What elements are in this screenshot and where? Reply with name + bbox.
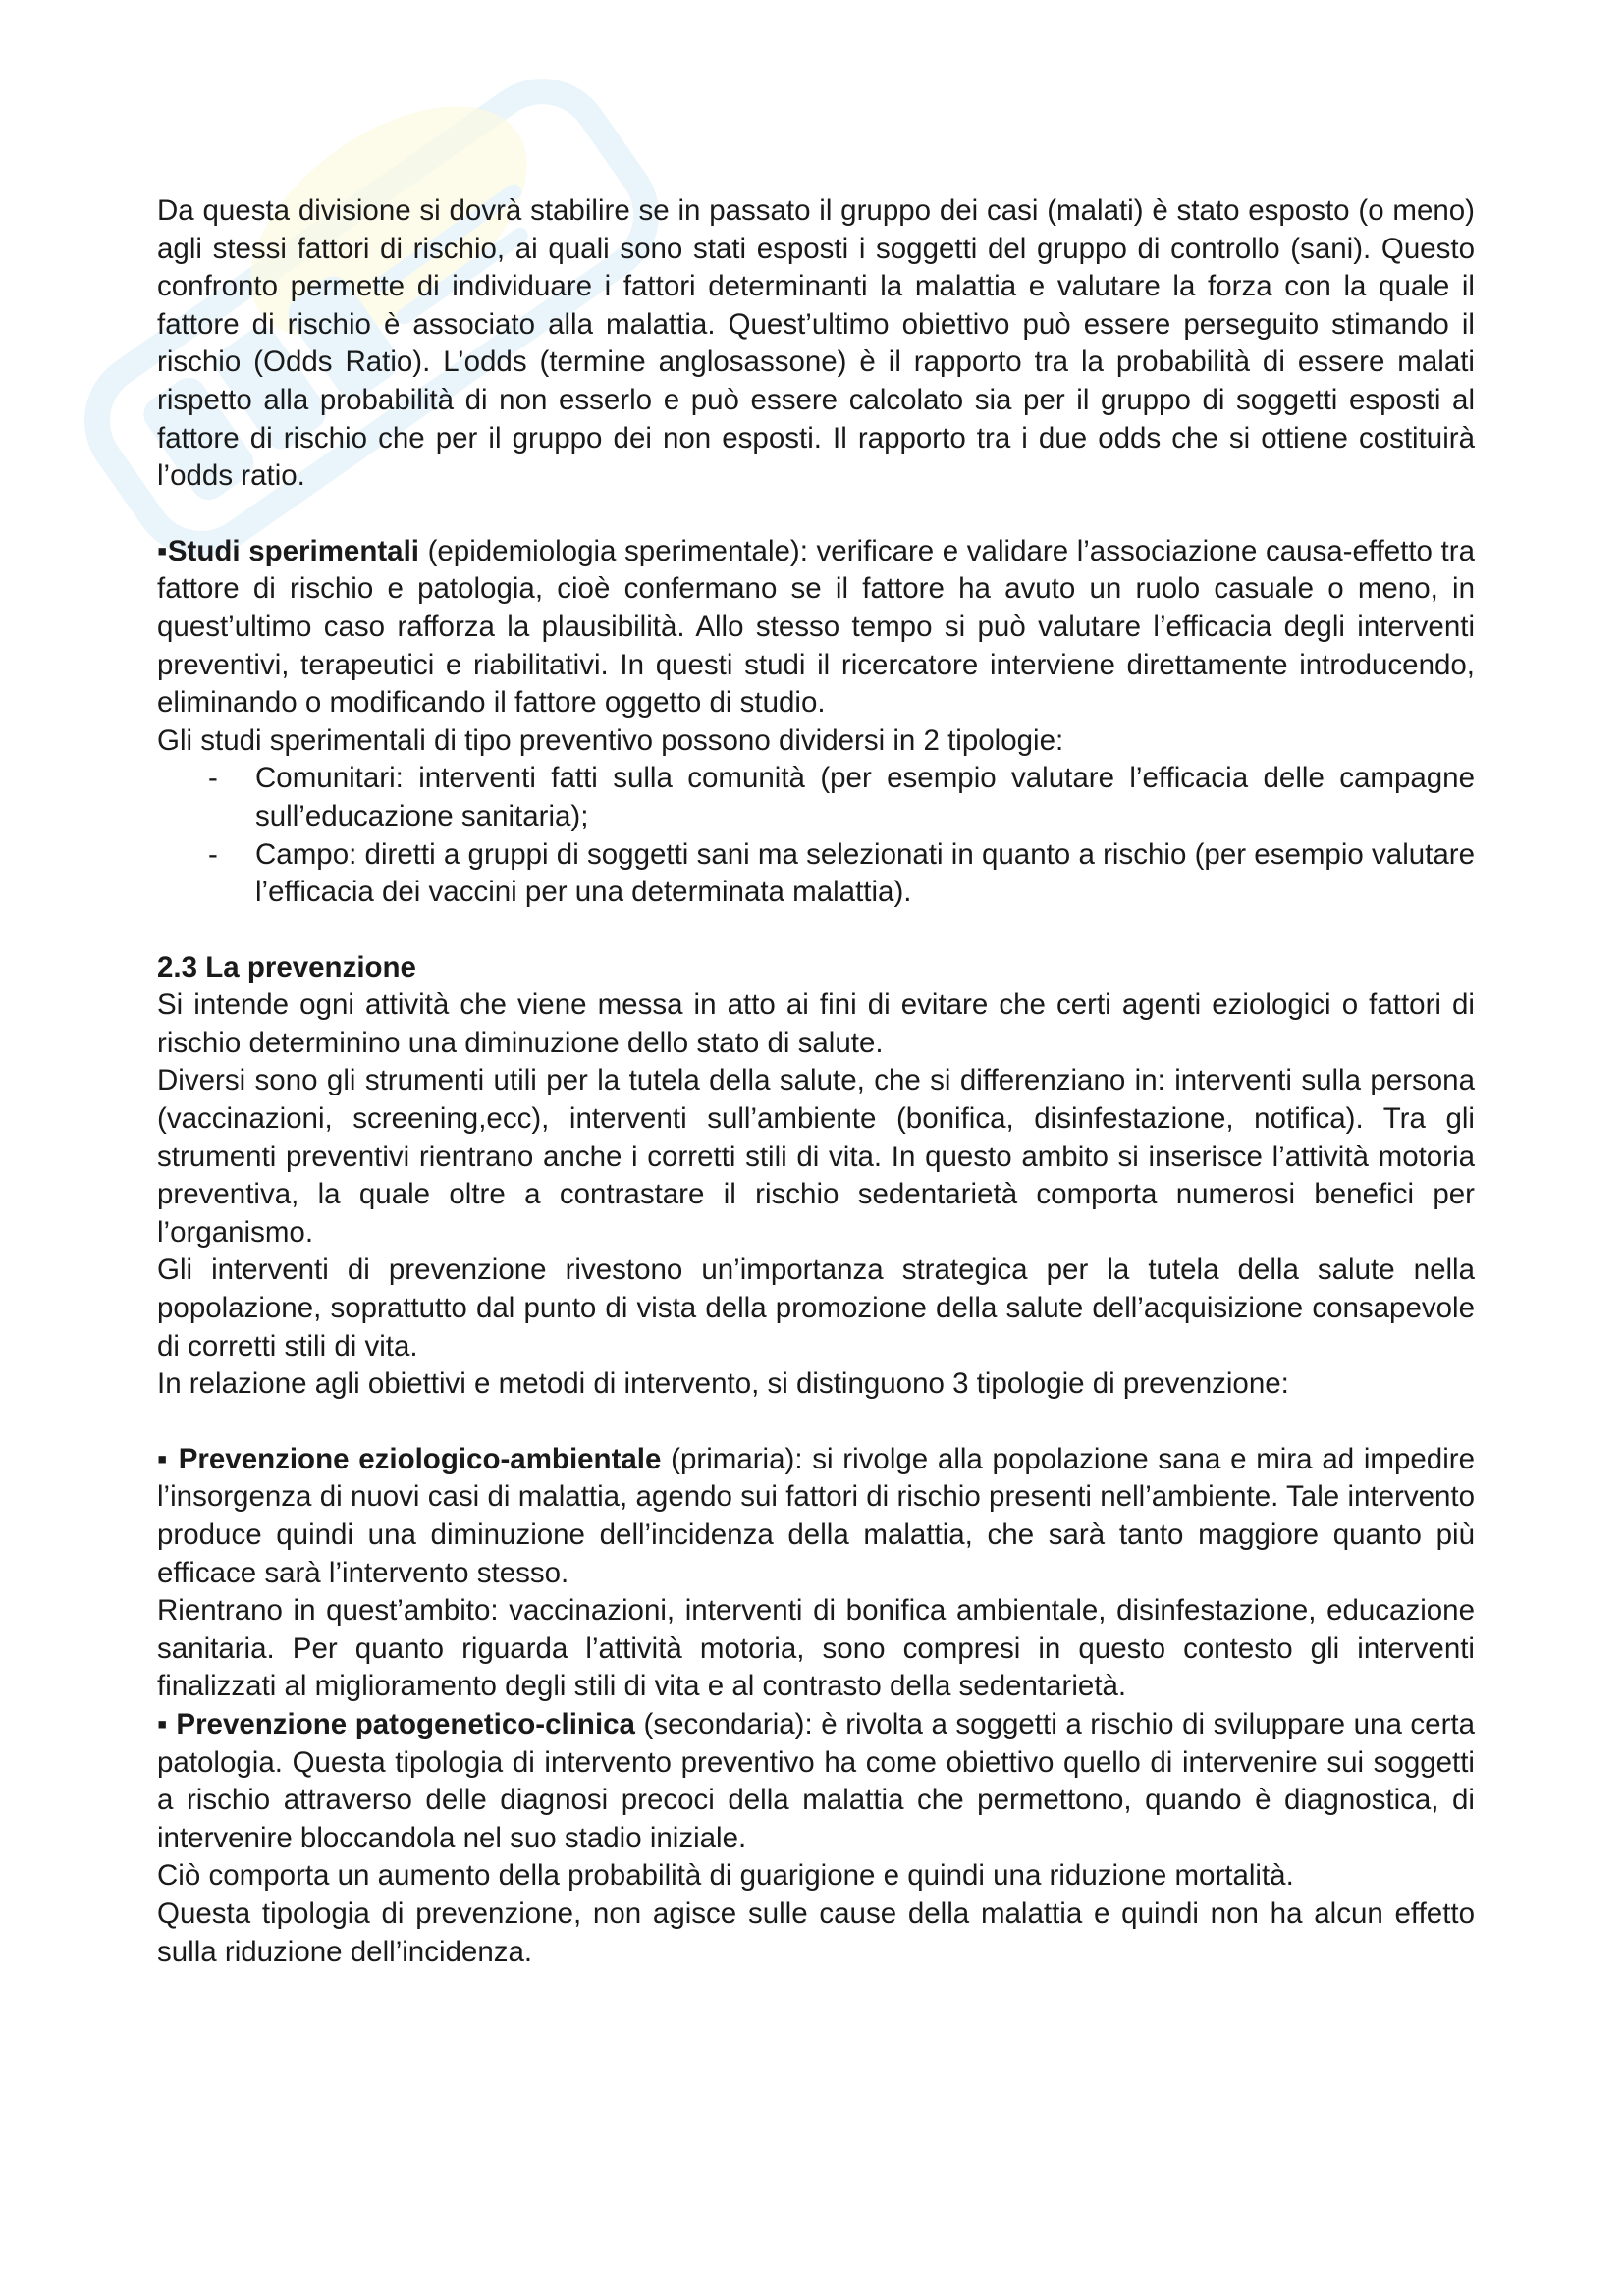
document-page — [157, 192, 1475, 1971]
spacer — [157, 1404, 1475, 1441]
list-item-text: Comunitari: interventi fatti sulla comunità (per esempio valutare l’efficacia delle campagne sull’educazione sanitaria); — [255, 762, 1475, 832]
studi-sperimentali-text: (epidemiologia sperimentale): verificare e validare l’associazione causa-effetto tra fattore di rischio e patologia, cioè confermano se il fattore ha avuto un ruolo casuale o meno, in quest’ultimo caso rafforza la plausibilità. Allo stesso tempo si può valutare l’efficacia degli interventi preventivi, terapeutici e riabilitativi. In questi studi il ricercatore interviene direttamente introducendo, eliminando o modificando il fattore oggetto di studio. — [157, 534, 1475, 720]
term-prevenzione-patogenetico: Prevenzione patogenetico-clinica — [176, 1707, 635, 1740]
term-prevenzione-eziologico: Prevenzione eziologico-ambientale — [178, 1442, 662, 1475]
paragraph-prevenzione-primaria — [157, 1441, 1475, 1592]
list-dash: - — [208, 837, 218, 871]
bullet-marker: ▪ — [157, 1442, 179, 1475]
list-item — [157, 836, 1475, 912]
list-item — [157, 760, 1475, 835]
term-studi-sperimentali: Studi sperimentali — [167, 534, 419, 567]
list-dash: - — [208, 762, 218, 795]
section-heading: 2.3 La prevenzione — [157, 950, 416, 984]
paragraph-strumenti: Diversi sono gli strumenti utili per la tutela della salute, che si differenziano in: interventi sulla persona (vaccinazioni, screening,ecc), interventi sull’ambiente (bonifica, disinfestazione, notifica). Tra gli strumenti preventivi rientrano anche i corretti stili di vita. In questo ambito si inserisce l’attività motoria preventiva, la quale oltre a contrastare il rischio sedentarietà comporta numerosi benefici per l’organismo. — [157, 1064, 1475, 1249]
paragraph-ambito-primaria: Rientrano in quest’ambito: vaccinazioni, interventi di bonifica ambientale, disinfestazione, educazione sanitaria. Per quanto riguarda l’attività motoria, sono compresi in questo contesto gli interventi finalizzati al miglioramento degli stili di vita e al contrasto della sedentarietà. — [157, 1594, 1475, 1703]
prevenzione-primaria-text: (primaria): si rivolge alla popolazione sana e mira ad impedire l’insorgenza di nuovi casi di malattia, agendo sui fattori di rischio presenti nell’ambiente. Tale intervento produce quindi una diminuzione dell’incidenza della malattia, che sarà tanto maggiore quanto più efficace sarà l’intervento stesso. — [157, 1442, 1475, 1589]
prevenzione-secondaria-text: (secondaria): è rivolta a soggetti a rischio di sviluppare una certa patologia. Questa tipologia di intervento preventivo ha come obiettivo quello di intervenire sui soggetti a rischio attraverso delle diagnosi precoci della malattia che permettono, quando è diagnostica, di intervenire bloccandola nel suo stadio iniziale. — [157, 1707, 1475, 1854]
tipologie-list — [157, 760, 1475, 911]
spacer — [157, 496, 1475, 533]
list-item-text: Campo: diretti a gruppi di soggetti sani ma selezionati in quanto a rischio (per esempio valutare l’efficacia dei vaccini per una determinata malattia). — [255, 837, 1475, 909]
paragraph-incidenza: Questa tipologia di prevenzione, non agisce sulle cause della malattia e quindi non ha alcun effetto sulla riduzione dell’incidenza. — [157, 1896, 1475, 1968]
paragraph-tipologie-prevenzione: In relazione agli obiettivi e metodi di intervento, si distinguono 3 tipologie di prevenzione: — [157, 1367, 1289, 1401]
paragraph-guarigione: Ciò comporta un aumento della probabilità di guarigione e quindi una riduzione mortalità. — [157, 1859, 1294, 1893]
paragraph-tipologie-intro: Gli studi sperimentali di tipo preventivo possono dividersi in 2 tipologie: — [157, 723, 1064, 757]
paragraph-prevenzione-secondaria — [157, 1706, 1475, 1857]
paragraph-studi-sperimentali — [157, 533, 1475, 722]
paragraph-interventi: Gli interventi di prevenzione rivestono un’importanza strategica per la tutela della salute nella popolazione, soprattutto dal punto di vista della promozione della salute dell’acquisizione consapevole di corretti stili di vita. — [157, 1254, 1475, 1362]
bullet-marker: ▪ — [157, 534, 168, 567]
paragraph-prevenzione-definizione: Si intende ogni attività che viene messa in atto ai fini di evitare che certi agenti eziologici o fattori di rischio determinino una diminuzione dello stato di salute. — [157, 988, 1475, 1059]
bullet-marker: ▪ — [157, 1707, 177, 1740]
paragraph-casi-controllo: Da questa divisione si dovrà stabilire se in passato il gruppo dei casi (malati) è stato esposto (o meno) agli stessi fattori di rischio, ai quali sono stati esposti i soggetti del gruppo di controllo (sani). Questo confronto permette di individuare i fattori determinanti la malattia e valutare la forza con la quale il fattore di rischio è associato alla malattia. Quest’ultimo obiettivo può essere perseguito stimando il rischio (Odds Ratio). L’odds (termine anglosassone) è il rapporto tra la probabilità di essere malati rispetto alla probabilità di non esserlo e può essere calcolato sia per il gruppo di soggetti esposti al fattore di rischio che per il gruppo dei non esposti. Il rapporto tra i due odds che si ottiene costituirà l’odds ratio. — [157, 194, 1475, 493]
spacer — [157, 912, 1475, 949]
